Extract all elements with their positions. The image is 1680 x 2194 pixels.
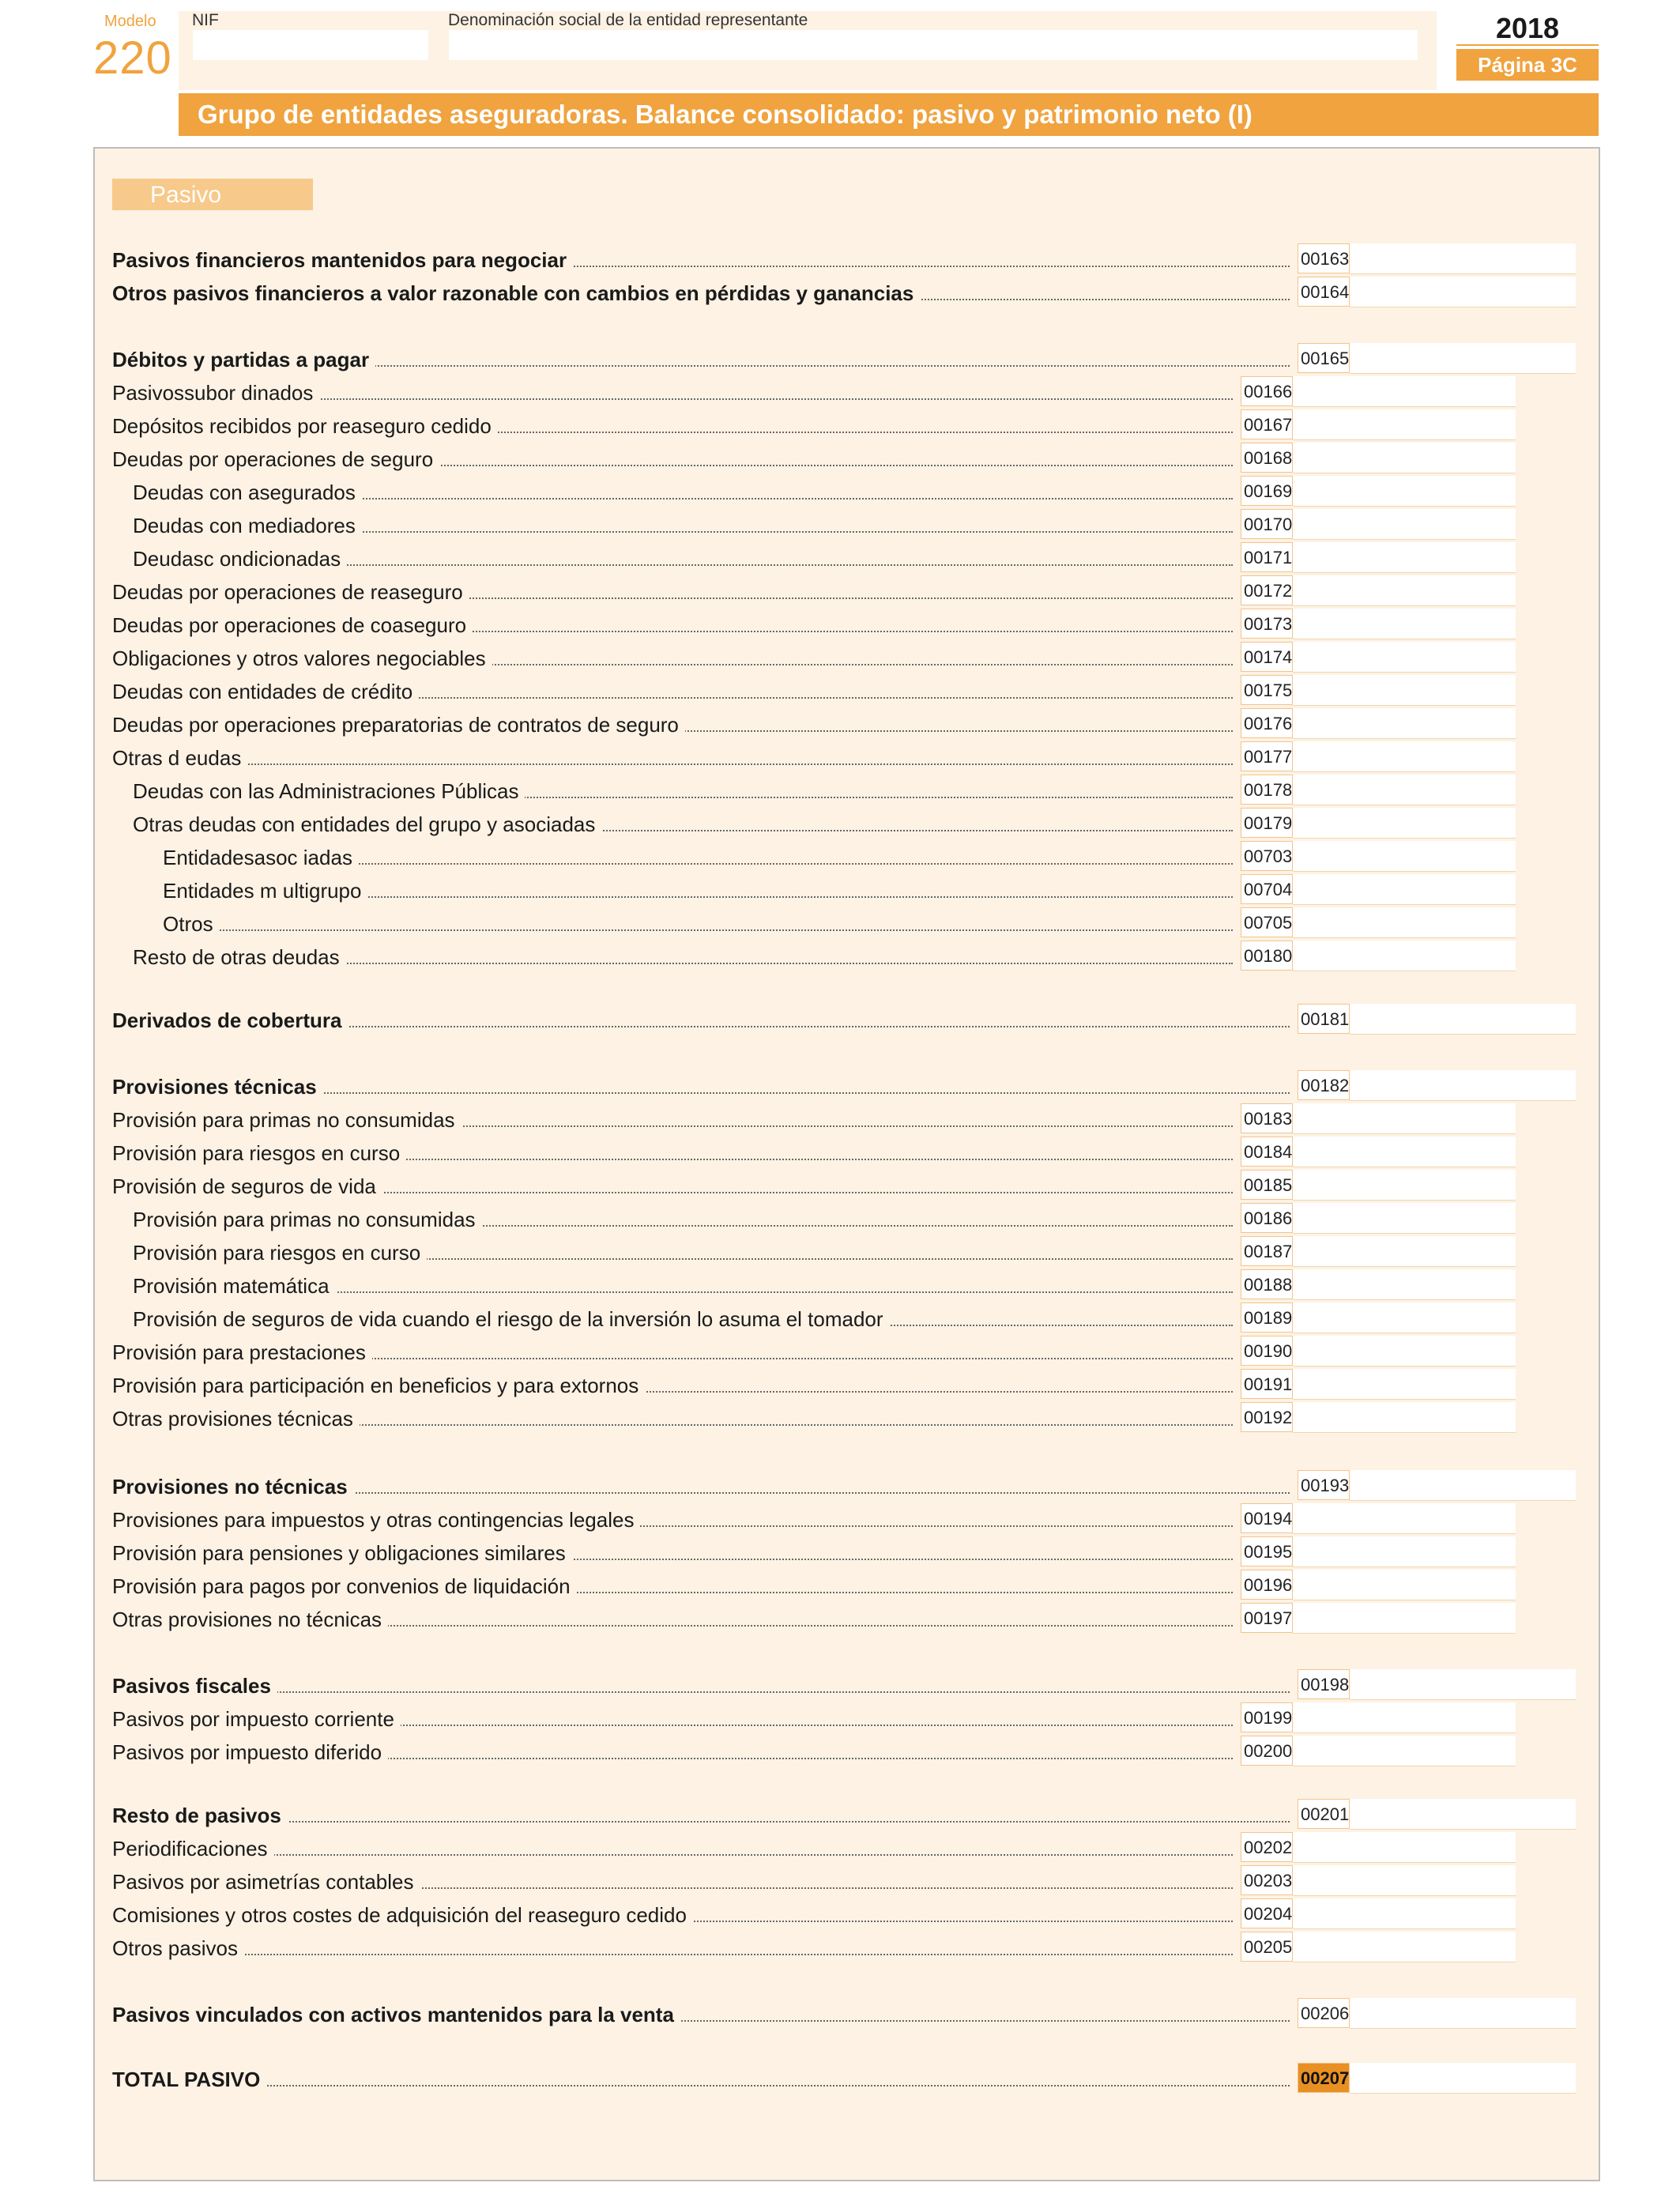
row-label	[112, 1508, 1237, 1532]
amount-field[interactable]	[1293, 409, 1516, 440]
box-code: 00197	[1241, 1603, 1293, 1633]
amount-field[interactable]	[1293, 741, 1516, 772]
row-label-text: Otras deudas con entidades del grupo y asociadas	[133, 812, 601, 836]
row-label	[112, 680, 1237, 703]
row-label	[112, 1374, 1237, 1397]
box-code: 00164	[1298, 277, 1350, 307]
amount-field[interactable]	[1350, 1070, 1576, 1101]
row-label-text: Provisión para riesgos en curso	[133, 1241, 427, 1265]
row-label	[133, 945, 1237, 969]
row-label	[112, 381, 1237, 405]
row-label	[112, 1740, 1237, 1764]
amount-field[interactable]	[1293, 1369, 1516, 1400]
row-label-text: Provisión matemática	[133, 1274, 336, 1298]
row-label-text: Provisión para primas no consumidas	[112, 1108, 461, 1132]
amount-field[interactable]	[1293, 907, 1516, 938]
row-label	[133, 1208, 1237, 1231]
amount-field[interactable]	[1293, 642, 1516, 673]
row-label	[112, 613, 1237, 637]
amount-field[interactable]	[1293, 1832, 1516, 1863]
box-code: 00168	[1241, 443, 1293, 473]
box-code: 00186	[1241, 1203, 1293, 1233]
row-label	[112, 1340, 1237, 1364]
box-code: 00201	[1298, 1799, 1350, 1829]
row-label-text: Deudas por operaciones preparatorias de contratos de seguro	[112, 713, 685, 737]
row-label-text: Deudas con asegurados	[133, 481, 362, 504]
row-label	[112, 1870, 1237, 1894]
row-label	[112, 248, 1294, 272]
box-code: 00176	[1241, 708, 1293, 738]
row-label	[112, 1707, 1237, 1731]
box-code: 00704	[1241, 874, 1293, 904]
row-label-text: Pasivos por asimetrías contables	[112, 1870, 420, 1894]
row-label	[112, 1407, 1237, 1431]
row-label	[112, 447, 1237, 471]
row-label	[133, 547, 1237, 571]
box-code: 00705	[1241, 907, 1293, 937]
row-label-text: Provisión para prestaciones	[112, 1340, 372, 1364]
row-label-text: Pasivos por impuesto corriente	[112, 1707, 401, 1731]
amount-field[interactable]	[1293, 1736, 1516, 1766]
box-code: 00205	[1241, 1932, 1293, 1962]
row-label-text: TOTAL PASIVO	[112, 2068, 266, 2091]
box-code: 00167	[1241, 409, 1293, 439]
row-label-text: Pasivossubor dinados	[112, 381, 319, 405]
row-label-text: Otras provisiones no técnicas	[112, 1608, 388, 1631]
row-label-text: Otras provisiones técnicas	[112, 1407, 360, 1431]
row-label	[112, 1804, 1294, 1827]
row-label-text: Comisiones y otros costes de adquisición del reaseguro cedido	[112, 1903, 693, 1927]
row-label	[133, 1274, 1237, 1298]
row-label-text: Deudasc ondicionadas	[133, 547, 347, 571]
row-label	[112, 414, 1237, 438]
nif-label: NIF	[192, 11, 219, 29]
row-label-text: Derivados de cobertura	[112, 1008, 348, 1032]
row-label-text: Provisión de seguros de vida cuando el riesgo de la inversión lo asuma el tomador	[133, 1307, 890, 1331]
amount-field[interactable]	[1293, 874, 1516, 905]
amount-field[interactable]	[1293, 1603, 1516, 1634]
box-code: 00178	[1241, 775, 1293, 805]
row-label-text: Otros	[163, 912, 220, 936]
box-code: 00207	[1298, 2063, 1350, 2093]
amount-field[interactable]	[1293, 1570, 1516, 1600]
box-code: 00175	[1241, 675, 1293, 705]
amount-field[interactable]	[1293, 808, 1516, 839]
section-title: Pasivo	[150, 182, 222, 208]
row-label-text: Otras d eudas	[112, 746, 247, 770]
box-code: 00180	[1241, 941, 1293, 971]
box-code: 00177	[1241, 741, 1293, 771]
row-label	[112, 1541, 1237, 1565]
amount-field[interactable]	[1350, 1799, 1576, 1830]
amount-field[interactable]	[1293, 1503, 1516, 1534]
nif-field[interactable]	[193, 30, 428, 60]
amount-field[interactable]	[1293, 941, 1516, 971]
row-label	[112, 348, 1294, 371]
amount-field[interactable]	[1350, 1470, 1576, 1501]
page-title: Grupo de entidades aseguradoras. Balance consolidado: pasivo y patrimonio neto (I)	[198, 100, 1252, 129]
row-label	[163, 879, 1237, 903]
box-code: 00204	[1241, 1898, 1293, 1928]
box-code: 00206	[1298, 1998, 1350, 2028]
row-label	[163, 846, 1237, 869]
amount-field[interactable]	[1293, 443, 1516, 473]
box-code: 00179	[1241, 808, 1293, 838]
amount-field[interactable]	[1293, 841, 1516, 872]
box-code: 00166	[1241, 376, 1293, 406]
row-label-text: Provisión para riesgos en curso	[112, 1141, 406, 1165]
row-label	[112, 1075, 1294, 1099]
amount-field[interactable]	[1293, 1170, 1516, 1201]
row-label	[112, 1837, 1237, 1860]
amount-field[interactable]	[1293, 1269, 1516, 1300]
row-label-text: Pasivos financieros mantenidos para negociar	[112, 248, 573, 272]
row-label-text: Provisiones no técnicas	[112, 1475, 354, 1498]
row-label-text: Obligaciones y otros valores negociables	[112, 647, 492, 670]
box-code: 00198	[1298, 1669, 1350, 1699]
row-label-text: Pasivos fiscales	[112, 1674, 277, 1698]
amount-field[interactable]	[1293, 1402, 1516, 1433]
row-label	[112, 1174, 1237, 1198]
row-label	[112, 1936, 1237, 1960]
row-label	[112, 1008, 1294, 1032]
row-label-text: Entidadesasoc iadas	[163, 846, 359, 869]
box-code: 00191	[1241, 1369, 1293, 1399]
box-code: 00190	[1241, 1336, 1293, 1366]
row-label-text: Pasivos vinculados con activos mantenidos para la venta	[112, 2003, 680, 2026]
amount-field[interactable]	[1293, 775, 1516, 805]
box-code: 00187	[1241, 1236, 1293, 1266]
row-label	[163, 912, 1237, 936]
page-badge: Página 3C	[1456, 49, 1599, 81]
row-label-text: Deudas con entidades de crédito	[112, 680, 419, 703]
row-label	[112, 1674, 1294, 1698]
row-label-text: Provisión de seguros de vida	[112, 1174, 382, 1198]
row-label	[112, 580, 1237, 604]
row-label-text: Provisión para pagos por convenios de liquidación	[112, 1574, 577, 1598]
row-label-text: Periodificaciones	[112, 1837, 274, 1860]
box-code: 00172	[1241, 575, 1293, 605]
amount-field[interactable]	[1293, 675, 1516, 706]
year: 2018	[1495, 12, 1560, 44]
row-label-text: Provisión para participación en beneficios y para extornos	[112, 1374, 645, 1397]
row-label	[112, 1608, 1237, 1631]
box-code: 00174	[1241, 642, 1293, 672]
box-code: 00199	[1241, 1702, 1293, 1732]
denominacion-field[interactable]	[449, 30, 1418, 60]
row-label	[133, 1241, 1237, 1265]
row-label-text: Pasivos por impuesto diferido	[112, 1740, 388, 1764]
box-code: 00192	[1241, 1402, 1293, 1432]
denominacion-label: Denominación social de la entidad representante	[448, 11, 808, 29]
box-code: 00200	[1241, 1736, 1293, 1766]
amount-field[interactable]	[1293, 1236, 1516, 1267]
box-code: 00193	[1298, 1470, 1350, 1500]
row-label	[133, 514, 1237, 537]
amount-field[interactable]	[1293, 376, 1516, 407]
row-label-text: Provisión para primas no consumidas	[133, 1208, 482, 1231]
amount-field[interactable]	[1350, 2063, 1576, 2094]
box-code: 00165	[1298, 343, 1350, 373]
amount-field[interactable]	[1293, 1702, 1516, 1733]
row-label-text: Provisión para pensiones y obligaciones similares	[112, 1541, 572, 1565]
row-label-text: Provisiones para impuestos y otras contingencias legales	[112, 1508, 640, 1532]
row-label	[112, 1574, 1237, 1598]
row-label-text: Deudas con mediadores	[133, 514, 362, 537]
row-label-text: Provisiones técnicas	[112, 1075, 323, 1099]
row-label-text: Deudas por operaciones de seguro	[112, 447, 439, 471]
row-label-text: Entidades m ultigrupo	[163, 879, 367, 903]
amount-field[interactable]	[1350, 343, 1576, 374]
row-label	[133, 481, 1237, 504]
box-code: 00184	[1241, 1137, 1293, 1167]
amount-field[interactable]	[1293, 609, 1516, 639]
row-label-text: Depósitos recibidos por reaseguro cedido	[112, 414, 498, 438]
row-label-text: Otros pasivos	[112, 1936, 244, 1960]
row-label-text: Resto de pasivos	[112, 1804, 288, 1827]
amount-field[interactable]	[1293, 1536, 1516, 1567]
row-label	[133, 1307, 1237, 1331]
amount-field[interactable]	[1350, 1004, 1576, 1035]
row-label	[112, 1475, 1294, 1498]
box-code: 00169	[1241, 476, 1293, 506]
box-code: 00183	[1241, 1103, 1293, 1133]
amount-field[interactable]	[1293, 542, 1516, 573]
amount-field[interactable]	[1293, 1865, 1516, 1896]
row-label	[112, 1108, 1237, 1132]
row-label	[112, 647, 1237, 670]
row-label	[112, 1141, 1237, 1165]
box-code: 00163	[1298, 243, 1350, 273]
amount-field[interactable]	[1293, 509, 1516, 540]
row-label	[112, 746, 1237, 770]
row-label-text: Débitos y partidas a pagar	[112, 348, 375, 371]
box-code: 00203	[1241, 1865, 1293, 1895]
row-label	[112, 2068, 1294, 2091]
row-label	[133, 812, 1237, 836]
row-label-text: Deudas por operaciones de reaseguro	[112, 580, 469, 604]
row-label-text: Deudas por operaciones de coaseguro	[112, 613, 473, 637]
row-label	[112, 2003, 1294, 2026]
box-code: 00195	[1241, 1536, 1293, 1566]
row-label	[112, 713, 1237, 737]
row-label	[112, 1903, 1237, 1927]
amount-field[interactable]	[1293, 1336, 1516, 1367]
amount-field[interactable]	[1293, 1203, 1516, 1234]
box-code: 00189	[1241, 1302, 1293, 1333]
row-label-text: Deudas con las Administraciones Públicas	[133, 779, 525, 803]
box-code: 00181	[1298, 1004, 1350, 1034]
box-code: 00196	[1241, 1570, 1293, 1600]
row-label	[112, 281, 1294, 305]
box-code: 00182	[1298, 1070, 1350, 1100]
amount-field[interactable]	[1293, 1137, 1516, 1167]
modelo-number: 220	[93, 32, 172, 84]
box-code: 00185	[1241, 1170, 1293, 1200]
box-code: 00202	[1241, 1832, 1293, 1862]
amount-field[interactable]	[1293, 1932, 1516, 1962]
box-code: 00188	[1241, 1269, 1293, 1299]
amount-field[interactable]	[1350, 1998, 1576, 2029]
box-code: 00171	[1241, 542, 1293, 572]
row-label-text: Otros pasivos financieros a valor razonable con cambios en pérdidas y ganancias	[112, 281, 920, 305]
amount-field[interactable]	[1293, 1302, 1516, 1333]
amount-field[interactable]	[1293, 476, 1516, 507]
box-code: 00173	[1241, 609, 1293, 639]
amount-field[interactable]	[1293, 708, 1516, 739]
amount-field[interactable]	[1293, 575, 1516, 606]
amount-field[interactable]	[1350, 277, 1576, 307]
box-code: 00194	[1241, 1503, 1293, 1533]
row-label	[133, 779, 1237, 803]
modelo-label: Modelo	[104, 13, 156, 30]
amount-field[interactable]	[1293, 1103, 1516, 1134]
amount-field[interactable]	[1350, 243, 1576, 274]
row-label-text: Resto de otras deudas	[133, 945, 346, 969]
amount-field[interactable]	[1293, 1898, 1516, 1929]
box-code: 00170	[1241, 509, 1293, 539]
box-code: 00703	[1241, 841, 1293, 871]
amount-field[interactable]	[1350, 1669, 1576, 1700]
